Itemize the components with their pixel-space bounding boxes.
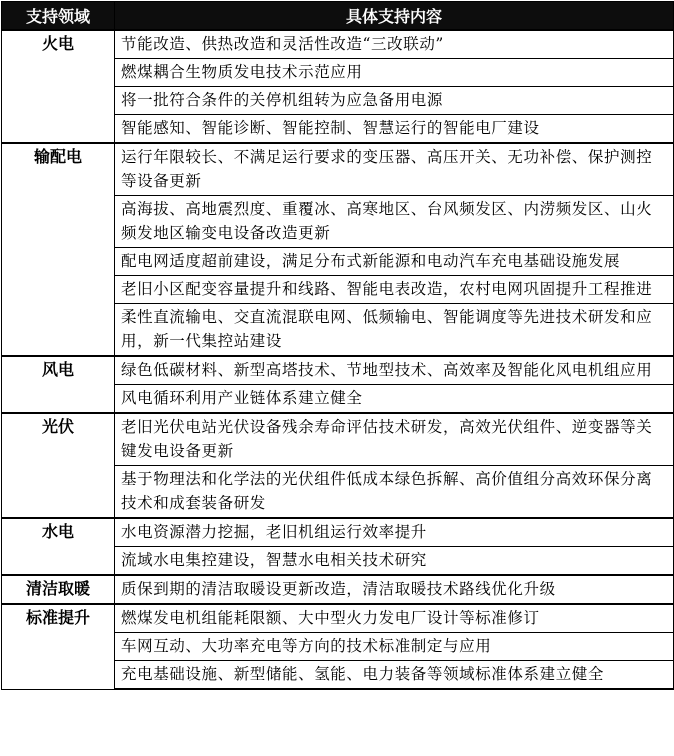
domain-cell: 标准提升 <box>2 604 115 689</box>
header-content: 具体支持内容 <box>115 2 674 31</box>
content-cell: 节能改造、供热改造和灵活性改造“三改联动” <box>115 30 674 59</box>
content-cell: 柔性直流输电、交直流混联电网、低频输电、智能调度等先进技术研发和应用，新一代集控站建设 <box>115 304 674 357</box>
content-cell: 高海拔、高地震烈度、重覆冰、高寒地区、台风频发区、内涝频发区、山火频发地区输变电设备改造更新 <box>115 196 674 248</box>
table-body <box>2 30 674 689</box>
content-cell: 燃煤发电机组能耗限额、大中型火力发电厂设计等标准修订 <box>115 604 674 633</box>
table-row <box>2 143 674 196</box>
content-cell: 智能感知、智能诊断、智能控制、智慧运行的智能电厂建设 <box>115 115 674 144</box>
domain-cell: 火电 <box>2 30 115 143</box>
table-row <box>2 413 674 466</box>
header-domain: 支持领域 <box>2 2 115 31</box>
table-row <box>2 356 674 385</box>
domain-cell: 风电 <box>2 356 115 413</box>
table-row <box>2 575 674 604</box>
content-cell: 老旧光伏电站光伏设备残余寿命评估技术研发，高效光伏组件、逆变器等关键发电设备更新 <box>115 413 674 466</box>
content-cell: 将一批符合条件的关停机组转为应急备用电源 <box>115 87 674 115</box>
content-cell: 基于物理法和化学法的光伏组件低成本绿色拆解、高价值组分高效环保分离技术和成套装备研发 <box>115 466 674 519</box>
content-cell: 水电资源潜力挖掘，老旧机组运行效率提升 <box>115 518 674 547</box>
content-cell: 质保到期的清洁取暖设更新改造，清洁取暖技术路线优化升级 <box>115 575 674 604</box>
domain-cell: 清洁取暖 <box>2 575 115 604</box>
table-row <box>2 604 674 633</box>
domain-cell: 输配电 <box>2 143 115 356</box>
content-cell: 风电循环利用产业链体系建立健全 <box>115 385 674 414</box>
content-cell: 车网互动、大功率充电等方向的技术标准制定与应用 <box>115 633 674 661</box>
content-cell: 燃煤耦合生物质发电技术示范应用 <box>115 59 674 87</box>
content-cell: 运行年限较长、不满足运行要求的变压器、高压开关、无功补偿、保护测控等设备更新 <box>115 143 674 196</box>
content-cell: 绿色低碳材料、新型高塔技术、节地型技术、高效率及智能化风电机组应用 <box>115 356 674 385</box>
table-row <box>2 518 674 547</box>
table-header <box>2 2 674 31</box>
content-cell: 流域水电集控建设，智慧水电相关技术研究 <box>115 547 674 576</box>
content-cell: 老旧小区配变容量提升和线路、智能电表改造，农村电网巩固提升工程推进 <box>115 276 674 304</box>
content-cell: 配电网适度超前建设，满足分布式新能源和电动汽车充电基础设施发展 <box>115 248 674 276</box>
domain-cell: 水电 <box>2 518 115 575</box>
table-row <box>2 30 674 59</box>
domain-cell: 光伏 <box>2 413 115 518</box>
content-cell: 充电基础设施、新型储能、氢能、电力装备等领域标准体系建立健全 <box>115 661 674 690</box>
support-table <box>1 1 674 690</box>
header-row <box>2 2 674 31</box>
